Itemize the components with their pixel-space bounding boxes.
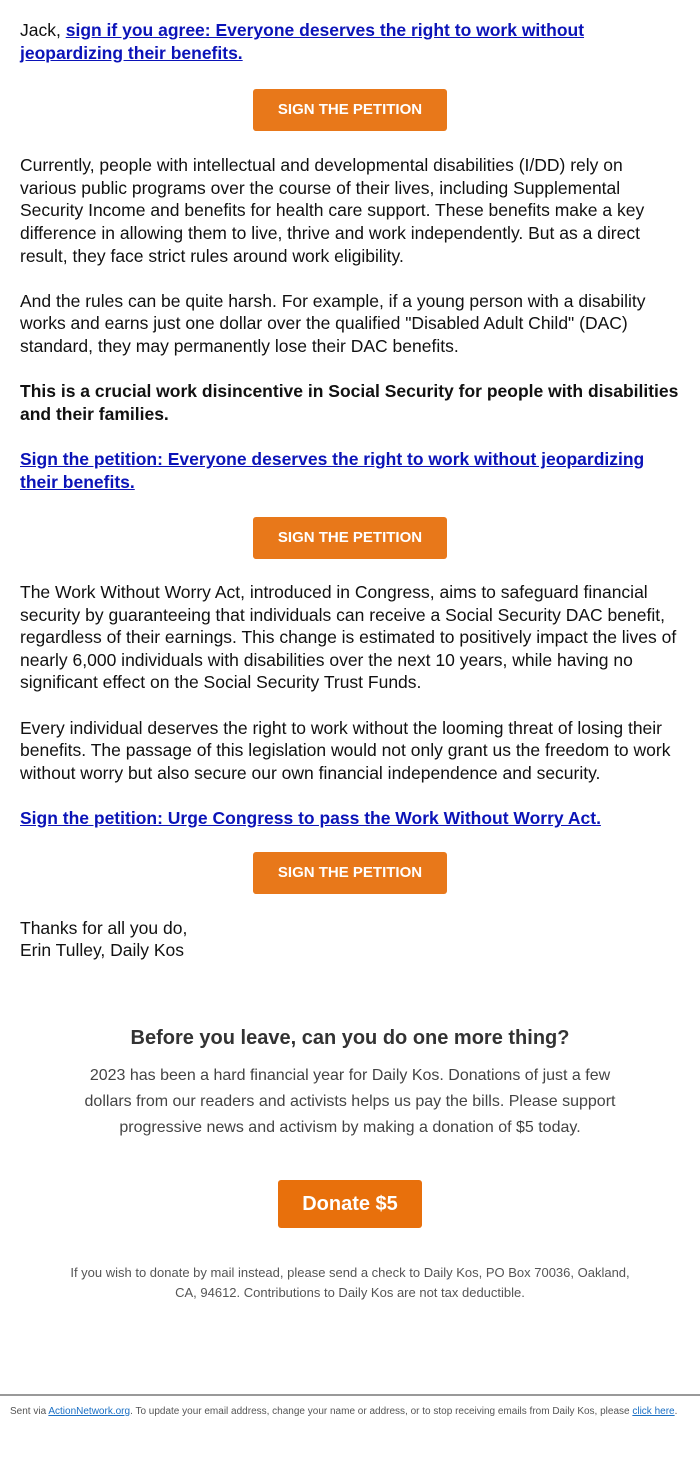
donation-ask-title: Before you leave, can you do one more thing? bbox=[130, 1027, 570, 1049]
intro-paragraph bbox=[20, 19, 680, 64]
paragraph-right-to-work: Every individual deserves the right to work without the looming threat of losing their benefits. The passage of this legislation would not only grant us the freedom to work without worry but also secure our own financial independence and security. bbox=[20, 717, 671, 783]
sign-petition-button-1[interactable]: SIGN THE PETITION bbox=[253, 89, 447, 131]
donate-5-button[interactable]: Donate $5 bbox=[278, 1180, 422, 1228]
mail-donation-note: If you wish to donate by mail instead, please send a check to Daily Kos, PO Box 70036, Oakland, CA, 94612. Contributions to Daily Kos are not tax deductible. bbox=[70, 1265, 630, 1300]
paragraph-programs: Currently, people with intellectual and developmental disabilities (I/DD) rely on various public programs over the course of their lives, including Supplemental Security Income and benefits for health care support. These benefits make a key difference in allowing them to live, thrive and work independently. But as a direct result, they face strict rules around work eligibility. bbox=[20, 155, 645, 266]
sign-petition-button-3[interactable]: SIGN THE PETITION bbox=[253, 852, 447, 894]
petition-link-3[interactable]: Sign the petition: Urge Congress to pass the Work Without Worry Act. bbox=[20, 808, 601, 829]
donation-ask-body: 2023 has been a hard financial year for Daily Kos. Donations of just a few dollars from our readers and activists helps us pay the bills. Please support progressive news and activism by making a donation of $5 today. bbox=[84, 1067, 616, 1136]
button-row-3 bbox=[20, 852, 680, 894]
email-body bbox=[20, 19, 680, 962]
footer-end: . bbox=[674, 1406, 678, 1417]
donate-button-row bbox=[0, 1180, 700, 1228]
button-row-1 bbox=[20, 89, 680, 131]
footer-divider bbox=[0, 1394, 700, 1396]
paragraph-rules: And the rules can be quite harsh. For example, if a young person with a disability works and earns just one dollar over the qualified "Disabled Adult Child" (DAC) standard, they may permanently lose their DAC benefits. bbox=[20, 290, 646, 356]
footer-middle-text: . To update your email address, change your name or address, or to stop receiving emails from Daily Kos, please bbox=[130, 1406, 633, 1417]
paragraph-act: The Work Without Worry Act, introduced in Congress, aims to safeguard financial security by guaranteeing that individuals can receive a Social Security DAC benefit, regardless of their earnings. This change is estimated to positively impact the lives of nearly 6,000 individuals with disabilities over the next 10 years, while having no significant effect on the Social Security Trust Funds. bbox=[20, 582, 677, 693]
signoff-line-1: Thanks for all you do, bbox=[20, 917, 188, 938]
petition-link-2[interactable]: Sign the petition: Everyone deserves the right to work without jeopardizing their benefits. bbox=[20, 448, 645, 492]
sign-petition-button-2[interactable]: SIGN THE PETITION bbox=[253, 517, 447, 559]
paragraph-disincentive: This is a crucial work disincentive in Social Security for people with disabilities and their families. bbox=[20, 381, 679, 424]
petition-link-paragraph-3 bbox=[20, 807, 680, 830]
petition-link-paragraph-2 bbox=[20, 448, 680, 493]
greeting: Jack, bbox=[20, 20, 66, 40]
unsubscribe-link[interactable]: click here bbox=[632, 1406, 675, 1417]
signoff-line-2: Erin Tulley, Daily Kos bbox=[20, 940, 185, 961]
intro-petition-link[interactable]: sign if you agree: Everyone deserves the right to work without jeopardizing their benefits. bbox=[20, 20, 585, 63]
sent-via-prefix: Sent via bbox=[10, 1406, 49, 1417]
button-row-2 bbox=[20, 517, 680, 559]
sent-via-footer bbox=[10, 1405, 690, 1419]
actionnetwork-link[interactable]: ActionNetwork.org bbox=[48, 1406, 131, 1417]
